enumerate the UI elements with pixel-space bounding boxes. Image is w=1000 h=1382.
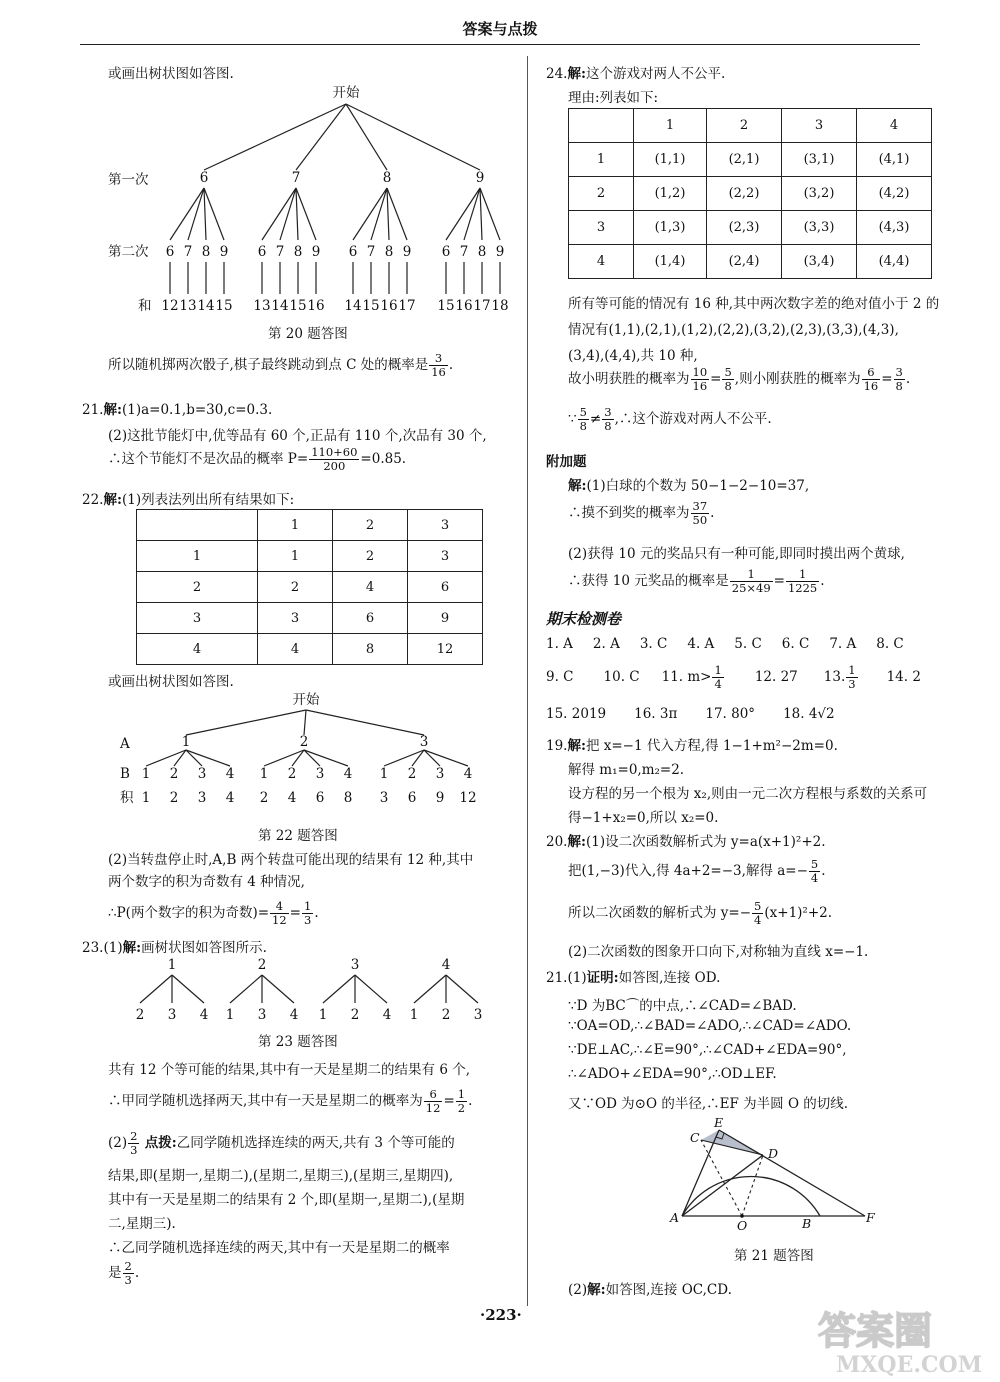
tree-branch: [230, 975, 262, 1003]
tree-diagram-q20: [100, 82, 520, 320]
text-line: ∴P(两个数字的积为奇数)= $\frac{4}{12}$ = $\frac{1}{3}$ .: [108, 899, 319, 927]
tree-branch: [170, 188, 204, 240]
section-title: 期末检测卷: [546, 610, 622, 628]
table-cell: 9: [408, 603, 483, 634]
tree-node: 2: [135, 1007, 145, 1023]
product-value: 12: [459, 790, 477, 806]
tree-root: 4: [441, 957, 451, 973]
table-row: [137, 634, 483, 665]
sum-value: 17: [398, 298, 416, 314]
text-line: ∴摸不到奖的概率为 $\frac{37}{50}$ .: [568, 499, 715, 527]
sum-value: 13: [179, 298, 197, 314]
text-line: ∵D 为BC⌒的中点,∴∠CAD=∠BAD.: [568, 998, 797, 1014]
tree-branch: [371, 188, 387, 240]
product-value: 3: [379, 790, 389, 806]
text-line: ∴甲同学随机选择两天,其中有一天是星期二的概率为 $\frac{6}{12}$ = $\frac{1}{2}$ .: [108, 1087, 473, 1115]
column-divider: [527, 56, 528, 1306]
table-row: [569, 109, 932, 143]
tree-node: 9: [475, 170, 485, 186]
text-line: ∴∠ADO+∠EDA=90°,∴OD⊥EF.: [568, 1066, 777, 1082]
header-title: 答案与点拨: [462, 20, 538, 38]
tree-node: 3: [257, 1007, 267, 1023]
fraction: $\frac{1}{1225}$: [787, 567, 818, 595]
product-value: 9: [435, 790, 445, 806]
sum-value: 15: [362, 298, 380, 314]
table-cell: 1: [569, 143, 634, 177]
table-cell: (2,2): [707, 177, 782, 211]
tree-node: 4: [382, 1007, 392, 1023]
figure-caption-q22: 第 22 题答图: [258, 828, 338, 844]
question-23: 23.(1)解:画树状图如答图所示.: [82, 940, 267, 956]
table-row: [569, 143, 932, 177]
tree-node: 8: [384, 244, 394, 260]
fraction: $\frac{2}{3}$: [130, 1129, 138, 1157]
text-line: 解得 m₁=0,m₂=2.: [568, 762, 685, 778]
tree-node: 2: [350, 1007, 360, 1023]
tree-branch: [323, 975, 355, 1003]
tree-node: 7: [183, 244, 193, 260]
text-line: ∵DE⊥AC,∴∠E=90°,∴∠CAD+∠EDA=90°,: [568, 1042, 847, 1058]
fraction: $\frac{3}{16}$: [431, 351, 446, 379]
table-cell: [569, 109, 634, 143]
text-line: ∴获得 10 元奖品的概率是 $\frac{1}{25\times 49}$ = $\frac{1}{1225}$ .: [568, 567, 825, 595]
geometry-figure-q21: [660, 1114, 890, 1232]
tree-node: 7: [459, 244, 469, 260]
tree-diagram-q22: [100, 690, 520, 810]
table-cell: (2,4): [707, 245, 782, 279]
tree-branch: [188, 188, 204, 240]
product-value: 6: [407, 790, 417, 806]
row-label: B: [120, 766, 130, 782]
result-table-q24: [568, 108, 932, 279]
table-cell: 4: [857, 109, 932, 143]
text-line: ∵OA=OD,∴∠BAD=∠ADO,∴∠CAD=∠ADO.: [568, 1018, 852, 1034]
watermark-url: MXQE.COM: [836, 1352, 983, 1378]
table-cell: 1: [137, 541, 258, 572]
tree-node: 6: [257, 244, 267, 260]
tree-node: 2: [299, 734, 309, 750]
answer-row-1: [546, 636, 924, 652]
tree-root: 2: [257, 957, 267, 973]
table-cell: (3,3): [782, 211, 857, 245]
table-cell: (4,4): [857, 245, 932, 279]
question-21: 21.解:(1)a=0.1,b=30,c=0.3.: [82, 402, 273, 418]
label-A: A: [670, 1210, 680, 1225]
tree-node: 8: [477, 244, 487, 260]
table-cell: 3: [137, 603, 258, 634]
line-OD: [742, 1155, 763, 1216]
product-value: 8: [343, 790, 353, 806]
question-19: 19.解:把 x=−1 代入方程,得 1−1+m²−2m=0.: [546, 738, 838, 754]
fraction: $\frac{5}{4}$: [754, 899, 762, 927]
text-line: 理由:列表如下:: [568, 90, 659, 106]
tree-node: 1: [141, 766, 151, 782]
page-header: [0, 0, 1000, 44]
tree-node: 6: [199, 170, 209, 186]
text-line: 二,星期三).: [108, 1216, 176, 1232]
tree-node: 1: [379, 766, 389, 782]
sum-value: 13: [253, 298, 271, 314]
tree-branch: [280, 188, 296, 240]
tree-branch: [204, 188, 206, 240]
fraction: $\frac{1}{4}$: [714, 663, 722, 691]
text-line: 或画出树状图如答图.: [108, 674, 234, 690]
sum-value: 14: [197, 298, 215, 314]
table-row: [137, 572, 483, 603]
tree-branch: [414, 975, 446, 1003]
text-line: 解:(1)白球的个数为 50−1−2−10=37,: [568, 478, 810, 494]
figure-caption-q23: 第 23 题答图: [258, 1034, 338, 1050]
table-cell: 2: [258, 572, 333, 603]
table-cell: 4: [137, 634, 258, 665]
text-line: (2)当转盘停止时,A,B 两个转盘可能出现的结果有 12 种,其中: [108, 852, 474, 868]
table-row: [137, 510, 483, 541]
tree-node: 4: [343, 766, 353, 782]
table-cell: (3,4): [782, 245, 857, 279]
table-cell: 3: [782, 109, 857, 143]
answer-row-2: 9. C 10. C 11. m> $\frac{1}{4}$ 12. 27 13. $\frac{1}{3}$ 14. 2: [546, 663, 921, 691]
text-line: (2) $\frac{2}{3}$ 点拨:乙同学随机选择连续的两天,共有 3 个等可能的: [108, 1129, 455, 1157]
text-line: 所以二次函数的解析式为 y=− $\frac{5}{4}$ (x+1)²+2.: [568, 899, 833, 927]
tree-branch: [464, 188, 480, 240]
fraction: $\frac{1}{25\times 49}$: [731, 567, 771, 595]
tree-node: 7: [291, 170, 301, 186]
tree-branch: [186, 710, 306, 735]
tree-node: 3: [315, 766, 325, 782]
tree-branch: [480, 188, 500, 240]
tree-branch: [172, 975, 204, 1003]
tree-branch: [353, 188, 387, 240]
text-line: 又∵OD 为⊙O 的半径,∴EF 为半圆 O 的切线.: [568, 1096, 849, 1112]
tree-branch: [140, 975, 172, 1003]
table-cell: 1: [634, 109, 707, 143]
tree-node: 4: [463, 766, 473, 782]
tree-diagram-q23: [120, 955, 483, 1023]
table-cell: (4,1): [857, 143, 932, 177]
fraction: $\frac{2}{3}$: [124, 1259, 132, 1287]
fraction: $\frac{6}{16}$: [863, 365, 879, 393]
table-cell: (4,2): [857, 177, 932, 211]
fraction: $\frac{3}{8}$: [895, 365, 903, 393]
tree-node: 1: [318, 1007, 328, 1023]
table-cell: 3: [569, 211, 634, 245]
table-cell: 1: [258, 510, 333, 541]
tree-branch: [304, 710, 306, 735]
text-line: (2)解:如答图,连接 OC,CD.: [568, 1282, 732, 1298]
row-label: 积: [120, 790, 134, 806]
tree-root: 开始: [292, 692, 320, 708]
tree-node: 9: [402, 244, 412, 260]
tree-branch: [186, 750, 230, 766]
tree-branch: [296, 188, 298, 240]
sum-value: 14: [271, 298, 289, 314]
sum-value: 17: [473, 298, 491, 314]
table-cell: 3: [408, 510, 483, 541]
table-cell: 4: [258, 634, 333, 665]
table-cell: (1,1): [634, 143, 707, 177]
tree-branch: [387, 188, 407, 240]
answer-item: 3. C: [639, 636, 668, 652]
answer-item: 1. A: [546, 636, 573, 652]
tree-node: 1: [181, 734, 191, 750]
table-row: [569, 211, 932, 245]
text-line: 或画出树状图如答图.: [108, 66, 234, 82]
table-cell: 6: [333, 603, 408, 634]
sum-value: 15: [437, 298, 455, 314]
fraction: $\frac{10}{16}$: [692, 365, 708, 393]
tree-branch: [480, 188, 482, 240]
tree-node: 3: [197, 766, 207, 782]
product-value: 4: [225, 790, 235, 806]
product-value: 4: [287, 790, 297, 806]
table-row: [137, 541, 483, 572]
answer-item: 18. 4√2: [783, 706, 835, 722]
tree-branch: [424, 750, 468, 766]
sum-value: 14: [344, 298, 362, 314]
text-line: (3,4),(4,4),共 10 种,: [568, 348, 698, 364]
text-line: 设方程的另一个根为 x₂,则由一元二次方程根与系数的关系可: [568, 786, 928, 802]
product-value: 6: [315, 790, 325, 806]
text-line: 故小明获胜的概率为 $\frac{10}{16}$ = $\frac{5}{8}$ ,则小刚获胜的概率为 $\frac{6}{16}$ = $\frac{3}{8}$ .: [568, 365, 911, 393]
text-line: ∴这个节能灯不是次品的概率 P= $\frac{110+60}{200}$ =0.85.: [108, 445, 407, 473]
product-value: 3: [197, 790, 207, 806]
row-label: A: [120, 736, 130, 752]
row-label: 和: [138, 298, 152, 314]
header-rule: [80, 44, 920, 45]
tree-node: 1: [409, 1007, 419, 1023]
fraction: $\frac{110+60}{200}$: [311, 445, 358, 473]
answer-item: 6. C: [781, 636, 810, 652]
table-cell: 8: [333, 634, 408, 665]
row-label: 第二次: [108, 244, 149, 260]
table-row: [137, 603, 483, 634]
watermark-logo: [812, 1300, 1000, 1378]
label-F: F: [866, 1210, 875, 1225]
tree-branch: [204, 104, 346, 170]
sum-value: 16: [455, 298, 473, 314]
sum-value: 18: [491, 298, 509, 314]
tree-branch: [306, 710, 424, 735]
tree-root: 1: [167, 957, 177, 973]
table-cell: (1,4): [634, 245, 707, 279]
figure-caption-q21: 第 21 题答图: [734, 1248, 814, 1264]
tree-node: 6: [441, 244, 451, 260]
answer-item: 4. A: [687, 636, 715, 652]
watermark-text: 答案圈: [818, 1308, 933, 1353]
table-cell: 4: [569, 245, 634, 279]
tree-branch: [296, 104, 346, 170]
tree-node: 2: [169, 766, 179, 782]
tree-node: 2: [407, 766, 417, 782]
product-value: 2: [259, 790, 269, 806]
table-cell: 3: [408, 541, 483, 572]
table-cell: (3,2): [782, 177, 857, 211]
table-cell: (1,2): [634, 177, 707, 211]
figure-caption-q20: 第 20 题答图: [268, 326, 348, 342]
table-cell: [137, 510, 258, 541]
table-cell: (2,1): [707, 143, 782, 177]
question-21-final: 21.(1)证明:如答图,连接 OD.: [546, 970, 721, 986]
row-label: 第一次: [108, 172, 149, 188]
table-cell: 12: [408, 634, 483, 665]
sum-value: 15: [289, 298, 307, 314]
text-line: 情况有(1,1),(2,1),(1,2),(2,2),(3,2),(2,3),(3,3),(4,3),: [568, 322, 899, 338]
page-number: ·223·: [480, 1306, 522, 1324]
label-O: O: [737, 1218, 748, 1233]
result-table-q22: [136, 509, 483, 665]
tree-branch: [304, 750, 348, 766]
line-EF: [719, 1130, 865, 1216]
answer-item: 5. C: [734, 636, 762, 652]
fraction: $\frac{6}{12}$: [425, 1087, 441, 1115]
text-line: (2)获得 10 元的奖品只有一种可能,即同时摸出两个黄球,: [568, 546, 905, 562]
fraction: $\frac{5}{8}$: [724, 365, 732, 393]
tree-node: 8: [293, 244, 303, 260]
tree-branch: [446, 188, 480, 240]
tree-node: 4: [199, 1007, 209, 1023]
tree-node: 9: [311, 244, 321, 260]
fraction: $\frac{37}{50}$: [692, 499, 708, 527]
fraction: $\frac{1}{3}$: [848, 663, 856, 691]
tree-node: 2: [441, 1007, 451, 1023]
fraction: $\frac{5}{8}$: [579, 405, 587, 433]
tree-node: 8: [201, 244, 211, 260]
tree-branch: [296, 188, 316, 240]
tree-node: 3: [473, 1007, 483, 1023]
tree-branch: [446, 975, 478, 1003]
text-line: 其中有一天是星期二的结果有 2 个,即(星期一,星期二),(星期: [108, 1192, 465, 1208]
text-line: ∵ $\frac{5}{8}$ ≠ $\frac{3}{8}$ ,∴这个游戏对两人不公平.: [568, 405, 772, 433]
tree-node: 4: [225, 766, 235, 782]
table-cell: 1: [258, 541, 333, 572]
table-cell: 2: [333, 510, 408, 541]
table-cell: 2: [707, 109, 782, 143]
table-cell: (1,3): [634, 211, 707, 245]
table-cell: (3,1): [782, 143, 857, 177]
text-line: 共有 12 个等可能的结果,其中有一天是星期二的结果有 6 个,: [108, 1062, 471, 1078]
tree-node: 3: [435, 766, 445, 782]
table-row: [569, 177, 932, 211]
tree-branch: [204, 188, 224, 240]
tree-node: 7: [366, 244, 376, 260]
table-row: [569, 245, 932, 279]
fraction: $\frac{3}{8}$: [604, 405, 612, 433]
tree-node: 3: [167, 1007, 177, 1023]
tree-branch: [355, 975, 387, 1003]
answer-item: 8. C: [876, 636, 904, 652]
semicircle-arc: [682, 1176, 820, 1216]
text-line: 所有等可能的情况有 16 种,其中两次数字差的绝对值小于 2 的: [568, 296, 940, 312]
table-cell: 4: [333, 572, 408, 603]
fraction: $\frac{5}{4}$: [810, 857, 819, 885]
sum-value: 16: [307, 298, 325, 314]
tree-node: 3: [419, 734, 429, 750]
sum-value: 16: [380, 298, 398, 314]
product-value: 1: [141, 790, 151, 806]
table-cell: 6: [408, 572, 483, 603]
text-line: 是 $\frac{2}{3}$ .: [108, 1259, 140, 1287]
table-cell: 2: [569, 177, 634, 211]
table-cell: 2: [333, 541, 408, 572]
tree-node: 2: [287, 766, 297, 782]
label-D: D: [768, 1146, 779, 1161]
label-C: C: [690, 1130, 700, 1145]
tree-root: 3: [350, 957, 360, 973]
answer-item: 15. 2019: [546, 706, 607, 722]
table-cell: 2: [137, 572, 258, 603]
text-line: 把(1,−3)代入,得 4a+2=−3,解得 a=− $\frac{5}{4}$ .: [568, 857, 826, 885]
text-line: 结果,即(星期一,星期二),(星期二,星期三),(星期三,星期四),: [108, 1168, 454, 1184]
text-line: 得−1+x₂=0,所以 x₂=0.: [568, 810, 719, 826]
tree-node: 4: [289, 1007, 299, 1023]
answer-item: 7. A: [829, 636, 857, 652]
tree-branch: [262, 188, 296, 240]
text-line: 所以随机掷两次骰子,棋子最终跳动到点 C 处的概率是 $\frac{3}{16}$ .: [108, 351, 454, 379]
product-value: 2: [169, 790, 179, 806]
extra-title: 附加题: [546, 454, 587, 470]
tree-root: 开始: [332, 85, 360, 101]
text-line: (2)这批节能灯中,优等品有 60 个,正品有 110 个,次品有 30 个,: [108, 428, 487, 444]
label-B: B: [802, 1216, 812, 1231]
text-line: 两个数字的积为奇数有 4 种情况,: [108, 874, 305, 890]
label-E: E: [714, 1115, 724, 1130]
text-line: (2)二次函数的图象开口向下,对称轴为直线 x=−1.: [568, 944, 869, 960]
text-line: ∴乙同学随机选择连续的两天,其中有一天是星期二的概率: [108, 1240, 450, 1256]
tree-branch: [387, 188, 389, 240]
table-cell: 3: [258, 603, 333, 634]
tree-node: 1: [225, 1007, 235, 1023]
table-cell: (4,3): [857, 211, 932, 245]
question-24: 24.解:这个游戏对两人不公平.: [546, 66, 726, 82]
line-AD: [682, 1155, 763, 1216]
answer-item: 16. 3π: [634, 706, 678, 722]
sum-value: 15: [215, 298, 233, 314]
tree-node: 9: [495, 244, 505, 260]
fraction: $\frac{1}{3}$: [303, 899, 312, 927]
fraction: $\frac{4}{12}$: [272, 899, 287, 927]
sum-value: 12: [161, 298, 179, 314]
tree-node: 6: [348, 244, 358, 260]
answer-item: 17. 80°: [705, 706, 756, 722]
tree-node: 6: [165, 244, 175, 260]
table-cell: (2,3): [707, 211, 782, 245]
fraction: $\frac{1}{2}$: [457, 1087, 466, 1115]
answer-row-3: [546, 706, 863, 722]
answer-item: 2. A: [592, 636, 620, 652]
tree-node: 7: [275, 244, 285, 260]
question-20: 20.解:(1)设二次函数解析式为 y=a(x+1)²+2.: [546, 834, 826, 850]
tree-node: 9: [219, 244, 229, 260]
tree-node: 1: [259, 766, 269, 782]
question-22: 22.解:(1)列表法列出所有结果如下:: [82, 492, 295, 508]
tree-node: 8: [382, 170, 392, 186]
tree-branch: [262, 975, 294, 1003]
